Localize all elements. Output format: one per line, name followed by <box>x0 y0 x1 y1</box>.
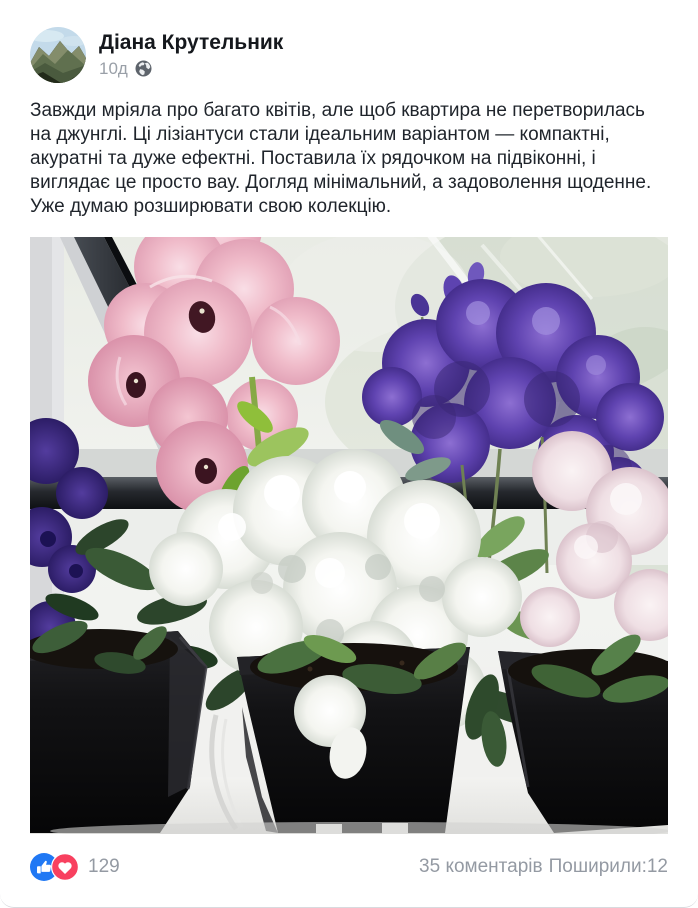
avatar[interactable] <box>30 27 86 83</box>
post-meta <box>99 59 283 79</box>
engagement-bar <box>0 834 698 900</box>
post-photo[interactable] <box>30 237 668 834</box>
post-header <box>0 0 698 83</box>
comments-shares-summary <box>419 856 668 878</box>
comments-count[interactable]: 35 коментарів <box>419 856 543 877</box>
post-header-text <box>99 27 283 83</box>
reaction-count[interactable]: 129 <box>88 856 120 877</box>
reaction-summary[interactable] <box>30 853 120 881</box>
post-text: Завжди мріяла про багато квітів, але щоб квартира не перетворилась на джунглі. Ці лізіантуси стали ідеальним варіантом — компактні, акуратні та дуже ефектні. Поставила їх рядочком на підвіконні, і виглядає це просто вау. Догляд мінімальний, а задоволення щоденне. Уже думаю розширювати свою колекцію. <box>30 100 652 217</box>
timestamp[interactable]: 10д <box>99 58 128 78</box>
shares-count[interactable]: Поширили:12 <box>548 856 668 877</box>
globe-icon <box>135 60 152 77</box>
flowers-photo-illustration <box>30 237 668 834</box>
avatar-mountain-image <box>30 27 86 83</box>
love-icon[interactable] <box>51 853 79 881</box>
author-name[interactable]: Діана Крутельник <box>99 31 284 55</box>
